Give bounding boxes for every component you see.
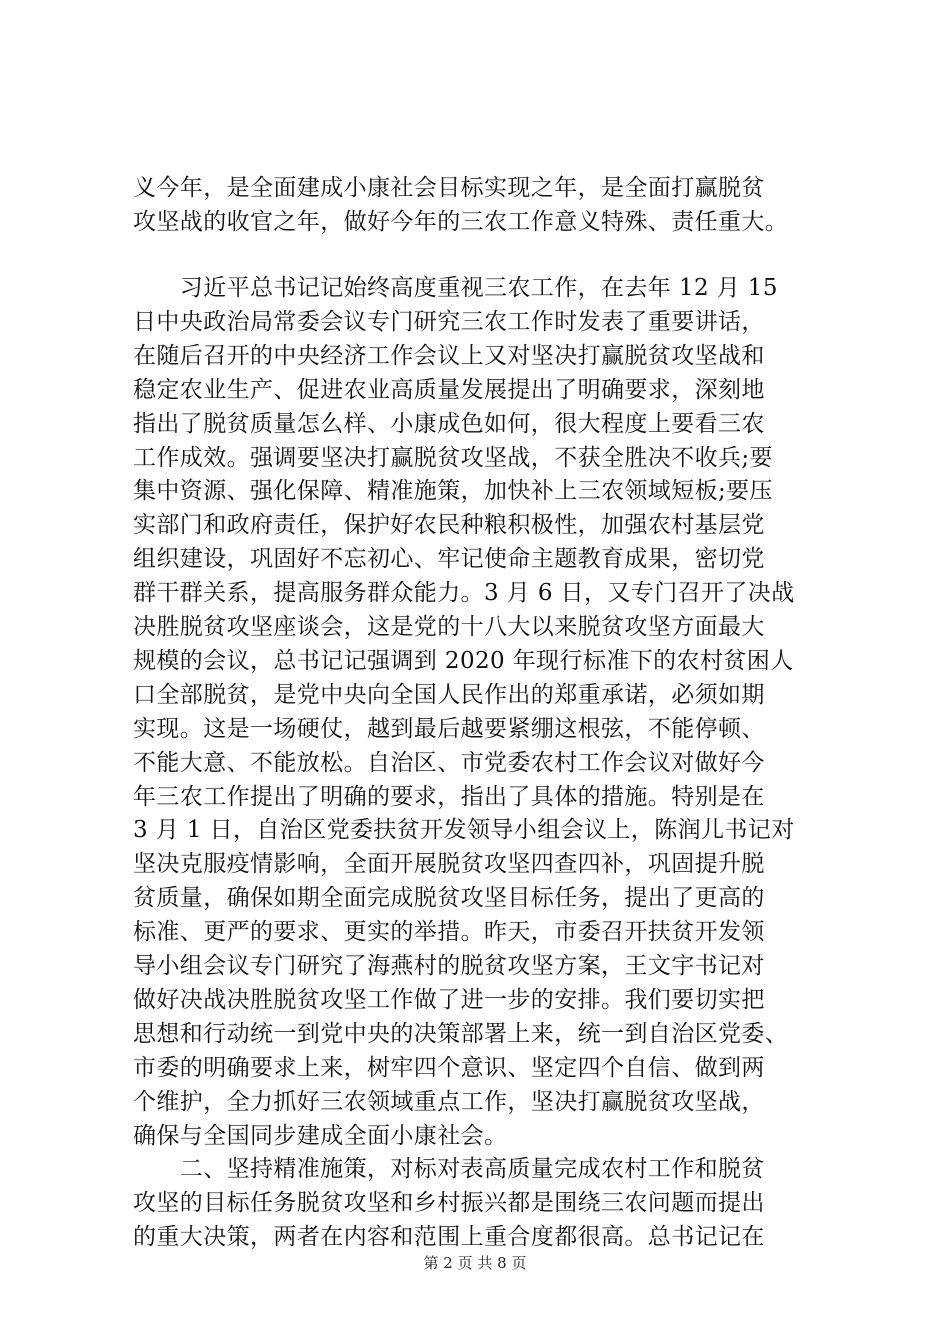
text-line: 规模的会议，总书记记强调到 2020 年现行标准下的农村贫困人 bbox=[133, 648, 794, 674]
text-line: 实现。这是一场硬仗，越到最后越要紧绷这根弦，不能停顿、 bbox=[133, 716, 765, 742]
text-line: 工作成效。强调要坚决打赢脱贫攻坚战，不获全胜决不收兵;要 bbox=[133, 445, 773, 471]
text-line: 组织建设，巩固好不忘初心、牢记使命主题教育成果，密切党 bbox=[133, 546, 765, 572]
text-line: 口全部脱贫，是党中央向全国人民作出的郑重承诺，必须如期 bbox=[133, 682, 765, 708]
text-line: 攻坚的目标任务脱贫攻坚和乡村振兴都是围绕三农问题而提出 bbox=[133, 1190, 765, 1216]
text-line: 思想和行动统一到党中央的决策部署上来，统一到自治区党委、 bbox=[133, 1021, 789, 1047]
text-line: 稳定农业生产、促进农业高质量发展提出了明确要求，深刻地 bbox=[133, 377, 765, 403]
text-line: 义今年，是全面建成小康社会目标实现之年，是全面打赢脱贫 bbox=[133, 175, 765, 201]
text-line: 在随后召开的中央经济工作会议上又对坚决打赢脱贫攻坚战和 bbox=[133, 343, 765, 369]
text-line: 确保与全国同步建成全面小康社会。 bbox=[133, 1123, 508, 1149]
text-line: 二、坚持精准施策，对标对表高质量完成农村工作和脱贫 bbox=[133, 1156, 765, 1182]
text-line: 标准、更严的要求、更实的举措。昨天，市委召开扶贫开发领 bbox=[133, 919, 765, 945]
text-line: 3 月 1 日，自治区党委扶贫开发领导小组会议上，陈润儿书记对 bbox=[133, 817, 795, 843]
text-line: 年三农工作提出了明确的要求，指出了具体的措施。特别是在 bbox=[133, 784, 765, 810]
text-line: 个维护，全力抓好三农领域重点工作，坚决打赢脱贫攻坚战， bbox=[133, 1089, 765, 1115]
page-footer: 第 2 页 共 8 页 bbox=[423, 1254, 527, 1272]
text-line: 攻坚战的收官之年，做好今年的三农工作意义特殊、责任重大。 bbox=[133, 209, 789, 235]
text-line: 导小组会议专门研究了海燕村的脱贫攻坚方案，王文宇书记对 bbox=[133, 953, 765, 979]
text-line: 日中央政治局常委会议专门研究三农工作时发表了重要讲话， bbox=[133, 309, 765, 335]
text-line: 指出了脱贫质量怎么样、小康成色如何，很大程度上要看三农 bbox=[133, 411, 765, 437]
text-line: 做好决战决胜脱贫攻坚工作做了进一步的安排。我们要切实把 bbox=[133, 987, 765, 1013]
text-line: 集中资源、强化保障、精准施策，加快补上三农领域短板;要压 bbox=[133, 478, 773, 504]
text-line: 坚决克服疫情影响，全面开展脱贫攻坚四查四补，巩固提升脱 bbox=[133, 851, 765, 877]
text-line: 贫质量，确保如期全面完成脱贫攻坚目标任务，提出了更高的 bbox=[133, 885, 765, 911]
text-line: 不能大意、不能放松。自治区、市党委农村工作会议对做好今 bbox=[133, 750, 765, 776]
text-line: 的重大决策，两者在内容和范围上重合度都很高。总书记记在 bbox=[133, 1224, 765, 1250]
text-line: 决胜脱贫攻坚座谈会，这是党的十八大以来脱贫攻坚方面最大 bbox=[133, 614, 765, 640]
text-line: 市委的明确要求上来，树牢四个意识、坚定四个自信、做到两 bbox=[133, 1055, 765, 1081]
text-line: 习近平总书记记始终高度重视三农工作，在去年 12 月 15 bbox=[133, 275, 778, 301]
text-line: 实部门和政府责任，保护好农民种粮积极性，加强农村基层党 bbox=[133, 512, 765, 538]
text-line: 群干群关系，提高服务群众能力。3 月 6 日，又专门召开了决战 bbox=[133, 580, 795, 606]
